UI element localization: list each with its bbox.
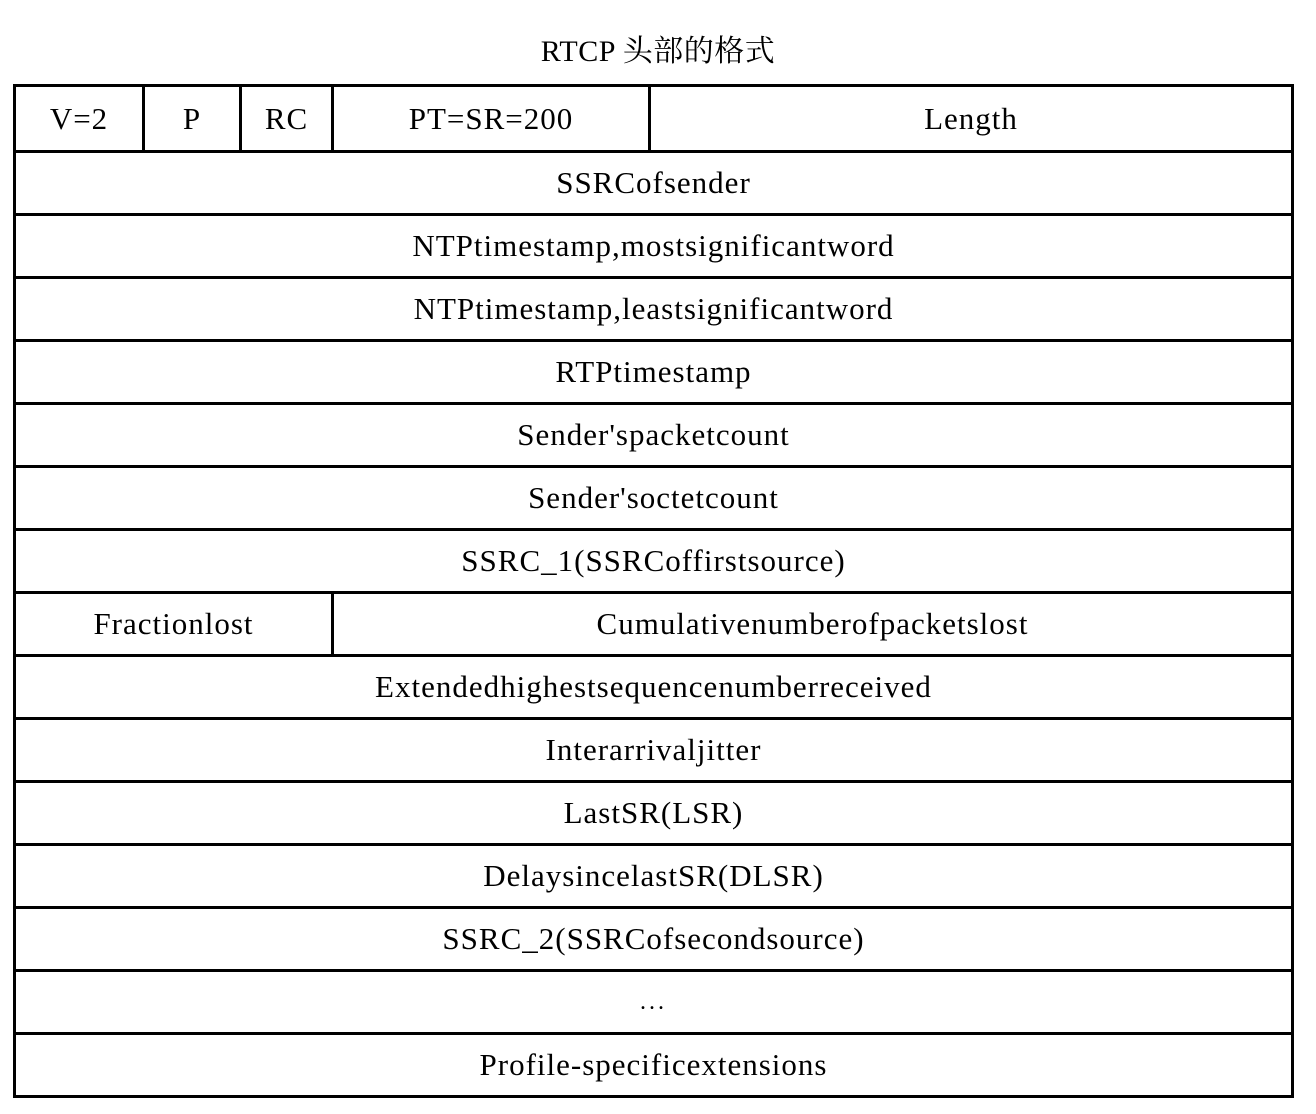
fraction-lost-field: Fractionlost — [15, 593, 333, 656]
ntp-msw-row — [15, 215, 1293, 278]
profile-ext-row — [15, 1034, 1293, 1097]
ext-highest-seq-row — [15, 656, 1293, 719]
header-row — [15, 86, 1293, 152]
last-sr-row — [15, 782, 1293, 845]
dlsr-row — [15, 845, 1293, 908]
ntp-lsw-row — [15, 278, 1293, 341]
ellipsis-field: ... — [15, 971, 1293, 1034]
rtp-timestamp-row — [15, 341, 1293, 404]
report-count-field: RC — [241, 86, 333, 152]
ellipsis-row — [15, 971, 1293, 1034]
ssrc-1-field: SSRC_1(SSRCoffirstsource) — [15, 530, 1293, 593]
jitter-field: Interarrivaljitter — [15, 719, 1293, 782]
rtp-timestamp-field: RTPtimestamp — [15, 341, 1293, 404]
octet-count-field: Sender'soctetcount — [15, 467, 1293, 530]
jitter-row — [15, 719, 1293, 782]
padding-field: P — [144, 86, 241, 152]
rtcp-sr-packet-format — [13, 84, 1294, 1098]
ssrc-2-row — [15, 908, 1293, 971]
packet-count-row — [15, 404, 1293, 467]
length-field: Length — [650, 86, 1293, 152]
cumulative-lost-field: Cumulativenumberofpacketslost — [333, 593, 1293, 656]
loss-row — [15, 593, 1293, 656]
last-sr-field: LastSR(LSR) — [15, 782, 1293, 845]
octet-count-row — [15, 467, 1293, 530]
ntp-lsw-field: NTPtimestamp,leastsignificantword — [15, 278, 1293, 341]
version-field: V=2 — [15, 86, 144, 152]
packet-count-field: Sender'spacketcount — [15, 404, 1293, 467]
diagram-title: RTCP 头部的格式 — [540, 35, 776, 68]
ext-highest-seq-field: Extendedhighestsequencenumberreceived — [15, 656, 1293, 719]
ssrc-1-row — [15, 530, 1293, 593]
ssrc-sender-field: SSRCofsender — [15, 152, 1293, 215]
dlsr-field: DelaysincelastSR(DLSR) — [15, 845, 1293, 908]
profile-ext-field: Profile-specificextensions — [15, 1034, 1293, 1097]
ssrc-sender-row — [15, 152, 1293, 215]
ntp-msw-field: NTPtimestamp,mostsignificantword — [15, 215, 1293, 278]
packet-type-field: PT=SR=200 — [333, 86, 650, 152]
ssrc-2-field: SSRC_2(SSRCofsecondsource) — [15, 908, 1293, 971]
